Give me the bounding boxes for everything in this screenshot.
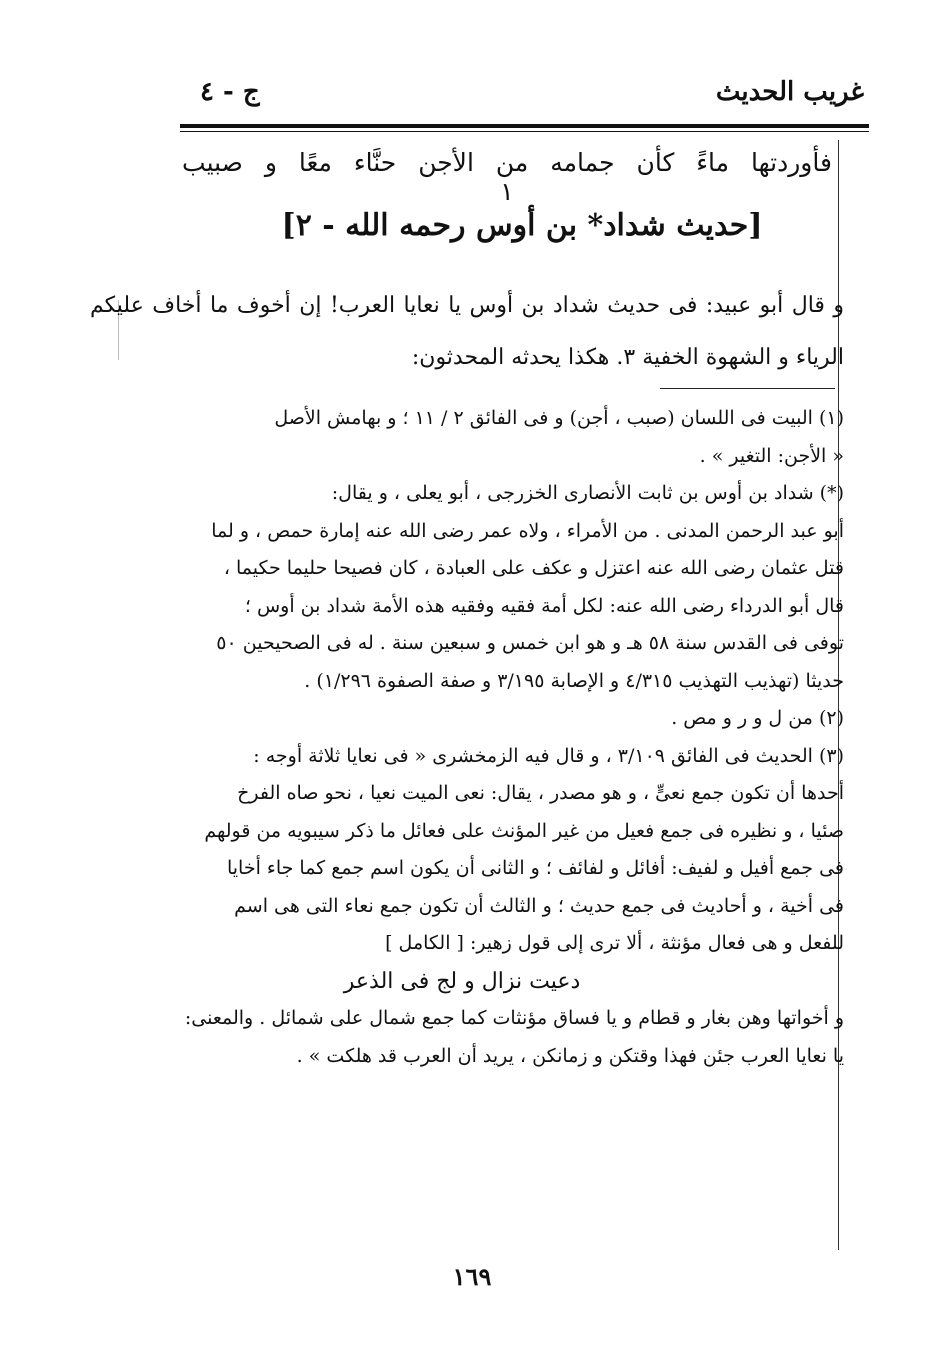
footnote-line: (٢) من ل و ر و مص . — [671, 707, 844, 729]
footnote-line: قتل عثمان رضى الله عنه اعتزل و عكف على العبادة ، كان فصيحا حليما حكيما ، — [223, 557, 844, 579]
footnote-line: يا نعايا العرب جئن فهذا وقتكن و زمانكن ، يريد أن العرب قد هلكت » . — [296, 1044, 844, 1067]
footnote-line: حديثا (تهذيب التهذيب ٤/٣١٥ و الإصابة ٣/١٩٥ و صفة الصفوة ١/٢٩٦) . — [304, 669, 844, 692]
page-number: ١٦٩ — [452, 1262, 492, 1291]
footnotes — [80, 400, 844, 1075]
poetry-verse: فأوردتها ماءً كأن جمامه من الأجن حنَّاء معًا و صبيب ١ — [182, 148, 832, 206]
footnote-line: (*) شداد بن أوس بن ثابت الأنصارى الخزرجى ، أبو يعلى ، و يقال: — [331, 482, 844, 504]
main-text: و قال أبو عبيد: فى حديث شداد بن أوس يا نعايا العرب! إن أخوف ما أخاف عليكم الرياء و الشهوة الخفية ٣. هكذا يحدثه المحدثون: — [90, 293, 844, 370]
footnote-line: (١) البيت فى اللسان (صبب ، أجن) و فى الفائق ٢ / ١١ ؛ و بهامش الأصل — [274, 407, 844, 429]
footnote-line: صئيا ، و نظيره فى جمع فعيل من غير المؤنث على فعائل ما ذكر سيبويه من قولهم — [204, 819, 844, 842]
volume-label: ج - ٤ — [200, 77, 260, 107]
footnote-line: أحدها أن تكون جمع نعىٍّ ، و هو مصدر ، يقال: نعى الميت نعيا ، نحو صاه الفرخ — [237, 782, 844, 804]
quoted-verse: دعيت نزال و لج فى الذعر — [343, 968, 581, 994]
running-header — [200, 70, 864, 114]
footnote-line: فى جمع أفيل و لفيف: أفائل و لفائف ؛ و الثانى أن يكون اسم جمع كما جاء أخايا — [226, 857, 844, 879]
book-title: غريب الحديث — [715, 77, 864, 107]
footnote-line: للفعل و هى فعال مؤنثة ، ألا ترى إلى قول زهير: [ الكامل ] — [385, 932, 844, 954]
footnote-line: أبو عبد الرحمن المدنى . من الأمراء ، ولاه عمر رضى الله عنه إمارة حمص ، و لما — [211, 519, 844, 542]
footnote-line: « الأجن: التغير » . — [699, 444, 844, 467]
footnote-line: فى أخية ، و أحاديث فى جمع حديث ؛ و الثالث أن تكون جمع نعاء التى هى اسم — [234, 894, 844, 917]
footnote-line: و أخواتها وهن بغار و قطام و يا فساق مؤنثات كما جمع شمال على شمائل . والمعنى: — [184, 1007, 844, 1029]
footnote-line: (٣) الحديث فى الفائق ٣/١٠٩ ، و قال فيه الزمخشرى « فى نعايا ثلاثة أوجه : — [253, 744, 844, 767]
footnote-line: توفى فى القدس سنة ٥٨ هـ و هو ابن خمس و سبعين سنة . له فى الصحيحين ٥٠ — [216, 632, 844, 654]
section-heading: [حديث شداد* بن أوس رحمه الله - ٢] — [281, 208, 763, 243]
header-rule-thick — [180, 124, 869, 128]
header-rule-thin — [180, 131, 869, 132]
footnote-line: قال أبو الدرداء رضى الله عنه: لكل أمة فقيه وفقيه هذه الأمة شداد بن أوس ؛ — [244, 594, 844, 617]
footnote-separator — [660, 388, 835, 389]
